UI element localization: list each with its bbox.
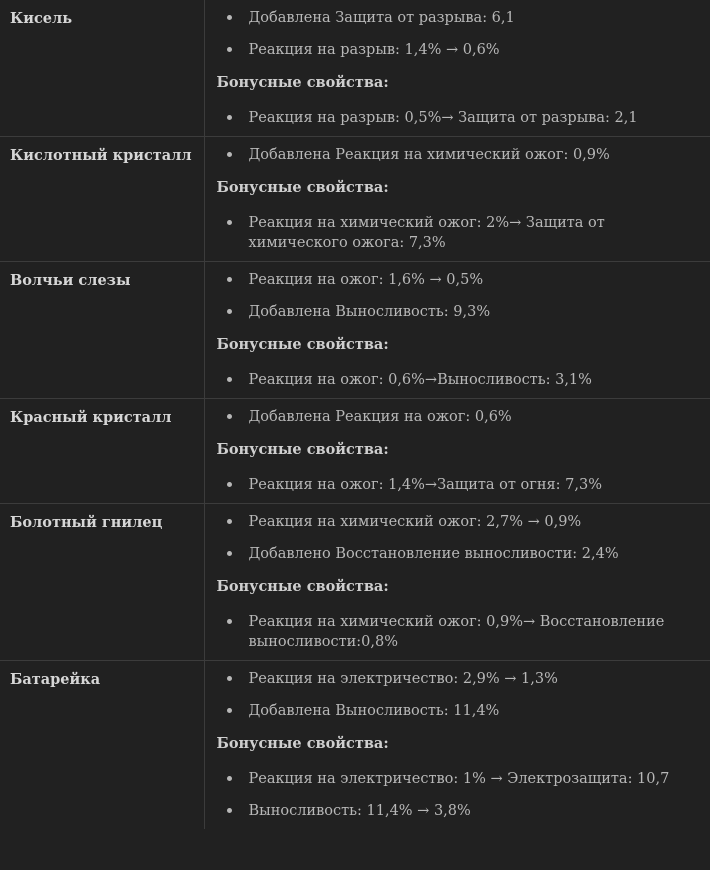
effect-text: Добавлена Защита от разрыва: 6,1 [248, 10, 515, 26]
table-row [0, 504, 710, 661]
effect-text: Реакция на разрыв: 1,4% → 0,6% [248, 42, 500, 58]
effects-list [217, 407, 703, 427]
list-item [217, 612, 703, 652]
artifact-name: Батарейка [10, 671, 101, 688]
bonus-text: Реакция на ожог: 1,4%→Защита от огня: 7,3% [248, 477, 603, 493]
bonus-text: Реакция на химический ожог: 2%→ Защита от химического ожога: 7,3% [248, 215, 605, 251]
bonus-text: Реакция на химический ожог: 0,9%→ Восстановление выносливости:0,8% [248, 614, 665, 650]
list-item [217, 213, 703, 253]
list-item [217, 475, 703, 495]
list-item [217, 145, 703, 165]
bonus-text: Реакция на электричество: 1% → Электрозащита: 10,7 [248, 771, 670, 787]
bullet-icon [227, 676, 232, 681]
list-item [217, 302, 703, 322]
effect-text: Реакция на химический ожог: 2,7% → 0,9% [248, 514, 582, 530]
list-item [217, 544, 703, 564]
effect-text: Добавлена Выносливость: 11,4% [248, 703, 500, 719]
effect-text: Добавлена Реакция на ожог: 0,6% [248, 409, 512, 425]
bonus-list [217, 370, 703, 390]
artifact-description [204, 262, 710, 399]
artifact-name: Волчьи слезы [10, 272, 131, 289]
artifact-description [204, 661, 710, 830]
effect-text: Добавлена Реакция на химический ожог: 0,9% [248, 147, 610, 163]
artifact-name: Кисель [10, 10, 73, 27]
effects-list [217, 512, 703, 564]
list-item [217, 270, 703, 290]
table-row [0, 661, 710, 830]
artifact-name: Красный кристалл [10, 409, 172, 426]
list-item [217, 40, 703, 60]
list-item [217, 108, 703, 128]
effects-list [217, 8, 703, 60]
effects-list [217, 145, 703, 165]
bonus-heading: Бонусные свойства: [216, 179, 389, 196]
artifact-name: Болотный гнилец [10, 514, 163, 531]
bullet-icon [227, 808, 232, 813]
table-row [0, 137, 710, 262]
bullet-icon [227, 277, 232, 282]
list-item [217, 701, 703, 721]
list-item [217, 8, 703, 28]
list-item [217, 801, 703, 821]
bonus-list [217, 769, 703, 821]
bullet-icon [227, 551, 232, 556]
effect-text: Добавлено Восстановление выносливости: 2,4% [248, 546, 619, 562]
artifact-description [204, 504, 710, 661]
bonus-heading: Бонусные свойства: [216, 578, 389, 595]
bonus-text: Реакция на разрыв: 0,5%→ Защита от разрыва: 2,1 [248, 110, 638, 126]
bullet-icon [227, 414, 232, 419]
bonus-text: Выносливость: 11,4% → 3,8% [248, 803, 471, 819]
bullet-icon [227, 519, 232, 524]
artifact-description [204, 137, 710, 262]
effect-text: Добавлена Выносливость: 9,3% [248, 304, 491, 320]
bonus-heading: Бонусные свойства: [216, 74, 389, 91]
bullet-icon [227, 47, 232, 52]
bonus-heading: Бонусные свойства: [216, 441, 389, 458]
list-item [217, 769, 703, 789]
bullet-icon [227, 309, 232, 314]
list-item [217, 407, 703, 427]
bullet-icon [227, 115, 232, 120]
bullet-icon [227, 776, 232, 781]
effects-list [217, 669, 703, 721]
bullet-icon [227, 152, 232, 157]
table-row [0, 262, 710, 399]
bonus-list [217, 475, 703, 495]
bonus-heading: Бонусные свойства: [216, 336, 389, 353]
list-item [217, 669, 703, 689]
table-row [0, 0, 710, 137]
bonus-text: Реакция на ожог: 0,6%→Выносливость: 3,1% [248, 372, 592, 388]
bullet-icon [227, 15, 232, 20]
bonus-list [217, 213, 703, 253]
artifact-description [204, 0, 710, 137]
bonus-list [217, 612, 703, 652]
list-item [217, 512, 703, 532]
list-item [217, 370, 703, 390]
bonus-heading: Бонусные свойства: [216, 735, 389, 752]
artifact-description [204, 399, 710, 504]
bullet-icon [227, 708, 232, 713]
artifact-name: Кислотный кристалл [10, 147, 192, 164]
bonus-list [217, 108, 703, 128]
table-row [0, 399, 710, 504]
effect-text: Реакция на электричество: 2,9% → 1,3% [248, 671, 558, 687]
bullet-icon [227, 220, 232, 225]
bullet-icon [227, 619, 232, 624]
effect-text: Реакция на ожог: 1,6% → 0,5% [248, 272, 484, 288]
bullet-icon [227, 482, 232, 487]
bullet-icon [227, 377, 232, 382]
effects-list [217, 270, 703, 322]
